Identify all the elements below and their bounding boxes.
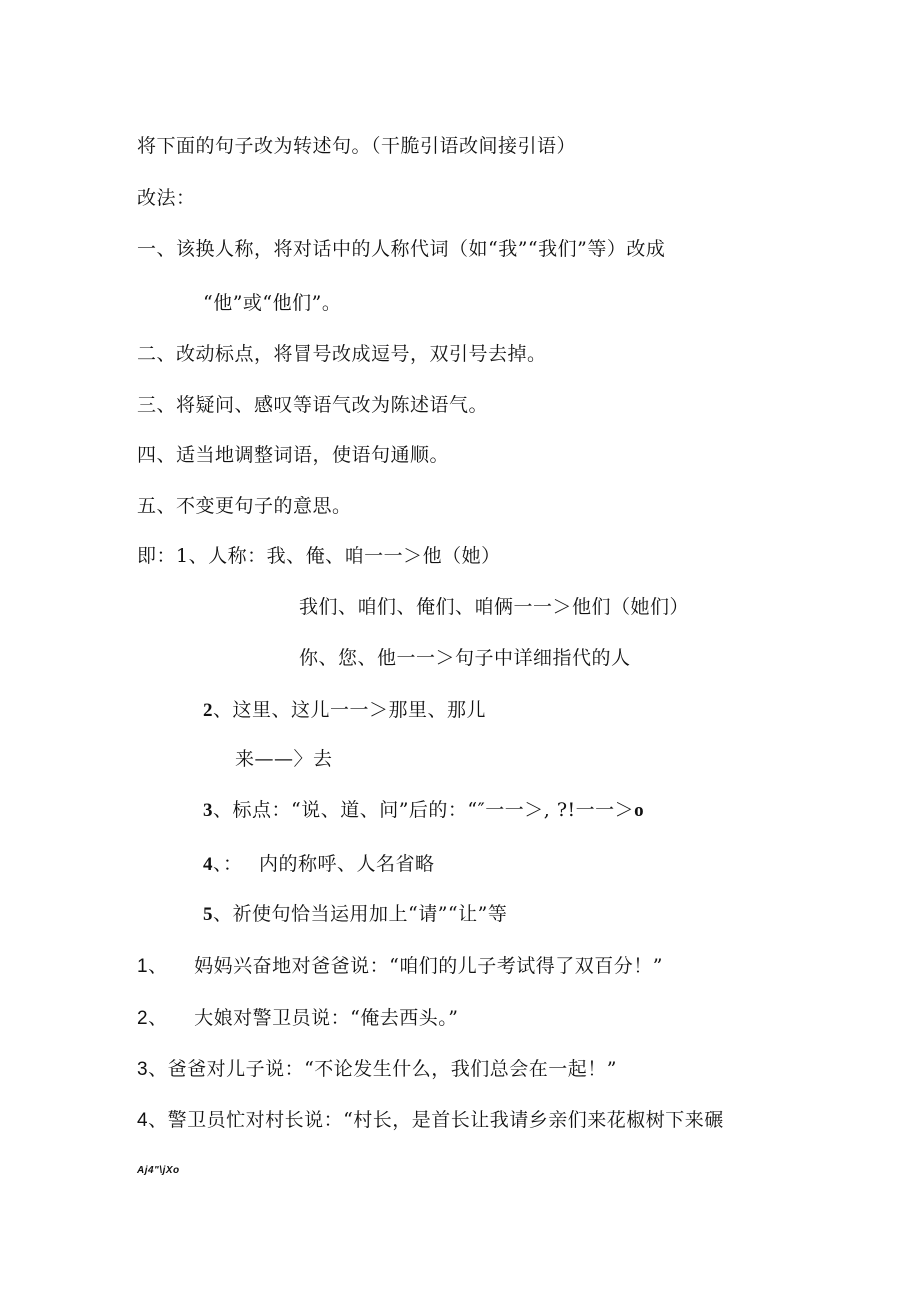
point-2 (203, 697, 486, 724)
point-2-item-b: 来——〉去 (235, 748, 333, 770)
exercise-3 (137, 1056, 617, 1083)
point-4-text: 、： 内的称呼、人名省略 (213, 853, 435, 875)
exercise-2-text: 大娘对警卫员说：“俺去西头。” (194, 1007, 459, 1029)
point-3 (203, 797, 644, 824)
point-2-number: 2 (203, 700, 213, 721)
point-2-text: 、这里、这儿一一＞那里、那儿 (213, 699, 487, 721)
exercise-2-separator: 、 (148, 1008, 168, 1029)
exercise-4-separator: 、 (148, 1109, 168, 1131)
exercise-1-separator: 、 (148, 956, 168, 977)
document-title: 将下面的句子改为转述句。（干脆引语改间接引语） (137, 135, 577, 157)
rule-1-continued: “他”或“他们”。 (203, 292, 342, 314)
point-3-text: 、标点：“说、道、问”后的：“″一一＞, ?!一一＞ (213, 799, 635, 821)
point-5 (203, 901, 507, 928)
point-1-item-b: 我们、咱们、俺们、咱俩一一＞他们（她们） (299, 596, 690, 618)
exercise-3-separator: 、 (148, 1058, 168, 1080)
point-1 (137, 543, 501, 569)
footer-garbled-text: Aj4"\jXo (137, 1165, 180, 1176)
point-4 (203, 851, 435, 878)
rule-5: 五、不变更句子的意思。 (137, 495, 352, 517)
point-1-item-a: 我、俺、咱一一＞他（她） (266, 545, 501, 567)
exercise-1-text: 妈妈兴奋地对爸爸说：“咱们的儿子考试得了双百分！” (194, 955, 664, 977)
point-5-number: 5 (203, 904, 213, 925)
exercise-4-number: 4 (137, 1110, 149, 1131)
point-3-tail: o (634, 800, 645, 821)
exercise-2 (137, 1005, 459, 1032)
point-4-number: 4 (203, 854, 213, 875)
exercise-2-number: 2 (137, 1008, 149, 1029)
exercise-4-text: 警卫员忙对村长说：“村长，是首长让我请乡亲们来花椒树下来碾 (167, 1109, 724, 1131)
rule-2: 二、改动标点，将冒号改成逗号，双引号去掉。 (137, 343, 547, 365)
point-1-item-c: 你、您、他一一＞句子中详细指代的人 (299, 647, 631, 669)
point-3-number: 3 (203, 800, 213, 821)
point-1-label: 即：1、人称： (137, 545, 267, 567)
method-label: 改法： (137, 187, 196, 209)
exercise-4 (137, 1107, 724, 1134)
exercise-3-number: 3 (137, 1059, 149, 1080)
rule-4: 四、适当地调整词语，使语句通顺。 (137, 444, 450, 466)
rule-3: 三、将疑问、感叹等语气改为陈述语气。 (137, 394, 489, 416)
exercise-1 (137, 953, 663, 980)
point-5-text: 、祈使句恰当运用加上“请”“让”等 (213, 903, 508, 925)
exercise-3-text: 爸爸对儿子说：“不论发生什么，我们总会在一起！” (167, 1058, 618, 1080)
exercise-1-number: 1 (137, 956, 149, 977)
rule-1: 一、该换人称，将对话中的人称代词（如“我”“我们”等）改成 (137, 238, 666, 260)
